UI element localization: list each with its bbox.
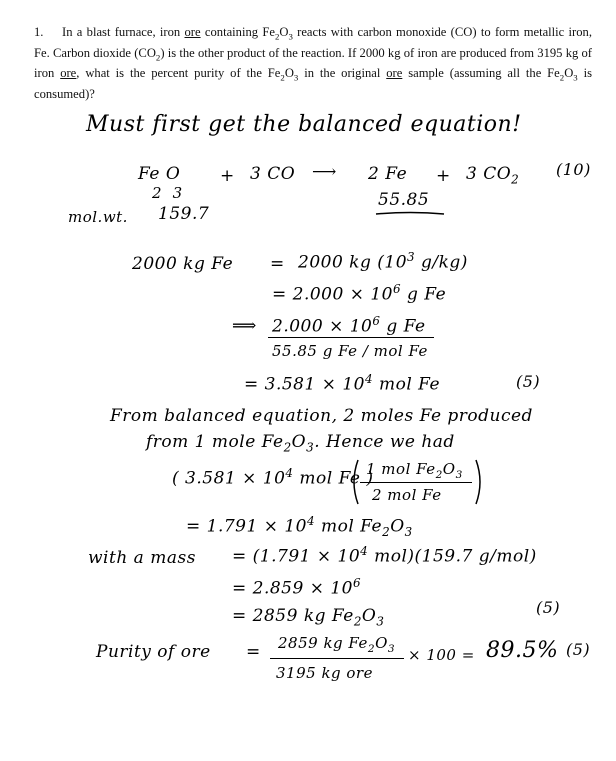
- equation-reactant-subscripts: 2 3: [152, 184, 183, 202]
- underlined-ore: ore: [386, 66, 403, 81]
- fraction-bar: [268, 337, 434, 338]
- equation-product-co2: 3 $CO_2$: [466, 164, 520, 187]
- purity-label: Purity of ore: [96, 642, 211, 662]
- underlined-ore: ore: [184, 25, 201, 39]
- ratio-numerator: 1 mol $Fe_2O_3$: [366, 460, 463, 481]
- equals-sign: =: [270, 254, 285, 274]
- moles-fe2o3-result: = $1.791 \times 10^4$ mol $Fe_2O_3$: [186, 514, 413, 540]
- stoich-explanation-line1: From balanced equation, 2 moles Fe produced: [110, 406, 533, 426]
- problem-statement: 1. In a blast furnace, iron ore containing $Fe_2O_3$ reacts with carbon monoxide (CO) to form metallic iron, Fe. Carbon dioxide $(CO_2)$ is the other product of the reaction. If 2000 kg of iron are produced from 3195 kg of iron ore, what is the percent purity of the $Fe_2O_3$ in the original ore sample (assuming all the $Fe_2O_3$ is consumed)?: [34, 25, 592, 101]
- mass-fe-label: 2000 kg Fe: [132, 254, 234, 274]
- equation-reactant-co: 3 CO: [250, 164, 296, 184]
- stoich-explanation-line2: from 1 mole $Fe_2O_3$. Hence we had: [146, 432, 455, 455]
- points-mass: (5): [536, 598, 561, 617]
- conversion-kg-to-g: 2000 kg ($10^3$ g/kg): [298, 250, 468, 273]
- molwt-fe2o3: 159.7: [158, 204, 210, 224]
- molwt-fe-underline: [376, 211, 446, 217]
- moles-fraction-numerator: $2.000 \times 10^6$ g Fe: [272, 314, 426, 337]
- equation-arrow: ⟶: [312, 162, 337, 182]
- purity-fraction-bar: [270, 658, 404, 659]
- mass-calculation: = ($1.791 \times 10^4$ mol)(159.7 g/mol): [232, 544, 537, 567]
- ratio-parentheses: [350, 458, 486, 508]
- purity-times-100: × 100 =: [408, 646, 475, 664]
- molwt-fe: 55.85: [378, 190, 430, 210]
- purity-equals: =: [246, 642, 261, 662]
- underlined-ore: ore: [60, 66, 77, 81]
- equation-product-fe: 2 Fe: [368, 164, 408, 184]
- points-purity: (5): [566, 640, 591, 659]
- moles-fraction-denominator: 55.85 g Fe / mol Fe: [272, 342, 428, 360]
- implies-arrow: ⟹: [232, 316, 257, 336]
- problem-number: 1.: [34, 25, 44, 39]
- moles-fe-result: = $3.581 \times 10^4$ mol Fe: [244, 372, 441, 395]
- purity-denominator: 3195 kg ore: [276, 664, 373, 682]
- ratio-denominator: 2 mol Fe: [372, 486, 442, 504]
- purity-result: 89.5%: [486, 638, 559, 663]
- solution-heading: Must first get the balanced equation!: [86, 112, 522, 137]
- mass-grams: = $2.859 \times 10^6$: [232, 576, 362, 599]
- mass-kg-fe2o3: = 2859 kg $Fe_2O_3$: [232, 606, 385, 629]
- equation-plus-2: +: [436, 166, 451, 186]
- molwt-label: mol.wt.: [68, 208, 128, 226]
- grams-fe: = $2.000 \times 10^6$ g Fe: [272, 282, 447, 305]
- points-equation: (10): [556, 160, 591, 179]
- equation-plus-1: +: [220, 166, 235, 186]
- points-moles-fe: (5): [516, 372, 541, 391]
- ratio-left-factor: ( $3.581 \times 10^4$ mol Fe ): [172, 466, 374, 489]
- equation-reactant-fe2o3: Fe O: [138, 164, 181, 184]
- mass-label: with a mass: [88, 548, 196, 568]
- purity-numerator: 2859 kg $Fe_2O_3$: [278, 634, 396, 655]
